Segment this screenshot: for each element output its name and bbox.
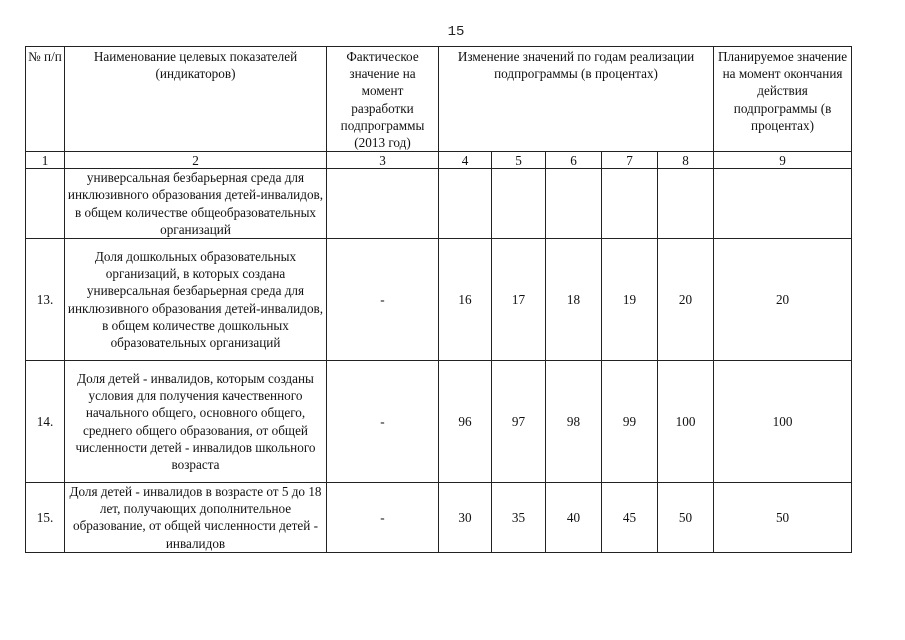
year-value: 40: [546, 483, 602, 553]
indicator-name: Доля детей - инвалидов, которым созданы условия для получения качественного начального общего, основного общего, среднего общего образования, от общей численности детей - инвалидов школьного возраста: [65, 361, 327, 483]
column-number: 8: [658, 152, 714, 169]
table-row: [26, 169, 852, 239]
year-value: 19: [602, 239, 658, 361]
page-number: 15: [447, 24, 465, 40]
column-number: 9: [714, 152, 852, 169]
header-actual: Фактическое значение на момент разработки подпрограммы (2013 год): [327, 47, 439, 152]
indicators-table: [25, 46, 852, 553]
column-number: 5: [492, 152, 546, 169]
year-value: 98: [546, 361, 602, 483]
header-name: Наименование целевых показателей (индикаторов): [65, 47, 327, 152]
column-number: 6: [546, 152, 602, 169]
actual-value: -: [327, 239, 439, 361]
column-number: 2: [65, 152, 327, 169]
year-value: 100: [658, 361, 714, 483]
column-number: 3: [327, 152, 439, 169]
indicator-name: Доля детей - инвалидов в возрасте от 5 до 18 лет, получающих дополнительное образование, от общей численности детей - инвалидов: [65, 483, 327, 553]
planned-value: 20: [714, 239, 852, 361]
year-value: 35: [492, 483, 546, 553]
year-value: [658, 169, 714, 239]
actual-value: -: [327, 483, 439, 553]
actual-value: -: [327, 361, 439, 483]
year-value: 17: [492, 239, 546, 361]
year-value: 97: [492, 361, 546, 483]
column-number-row: [26, 152, 852, 169]
table-row: [26, 239, 852, 361]
row-num: 15.: [26, 483, 65, 553]
column-number: 1: [26, 152, 65, 169]
year-value: 45: [602, 483, 658, 553]
table-row: [26, 361, 852, 483]
row-num: [26, 169, 65, 239]
year-value: 16: [439, 239, 492, 361]
year-value: 99: [602, 361, 658, 483]
table-header-row: [26, 47, 852, 152]
year-value: [492, 169, 546, 239]
year-value: 96: [439, 361, 492, 483]
column-number: 4: [439, 152, 492, 169]
year-value: 18: [546, 239, 602, 361]
header-change: Изменение значений по годам реализации подпрограммы (в процентах): [439, 47, 714, 152]
year-value: [439, 169, 492, 239]
year-value: 50: [658, 483, 714, 553]
year-value: [546, 169, 602, 239]
year-value: [602, 169, 658, 239]
actual-value: [327, 169, 439, 239]
indicator-name: Доля дошкольных образовательных организаций, в которых создана универсальная безбарьерная среда для инклюзивного образования детей-инвалидов, в общем количестве дошкольных образовательных организаций: [65, 239, 327, 361]
planned-value: 50: [714, 483, 852, 553]
row-num: 13.: [26, 239, 65, 361]
year-value: 30: [439, 483, 492, 553]
row-num: 14.: [26, 361, 65, 483]
year-value: 20: [658, 239, 714, 361]
header-planned: Планируемое значение на момент окончания действия подпрограммы (в процентах): [714, 47, 852, 152]
planned-value: [714, 169, 852, 239]
indicator-name: универсальная безбарьерная среда для инклюзивного образования детей-инвалидов, в общем количестве общеобразовательных организаций: [65, 169, 327, 239]
column-number: 7: [602, 152, 658, 169]
planned-value: 100: [714, 361, 852, 483]
table-row: [26, 483, 852, 553]
header-num: № п/п: [26, 47, 65, 152]
